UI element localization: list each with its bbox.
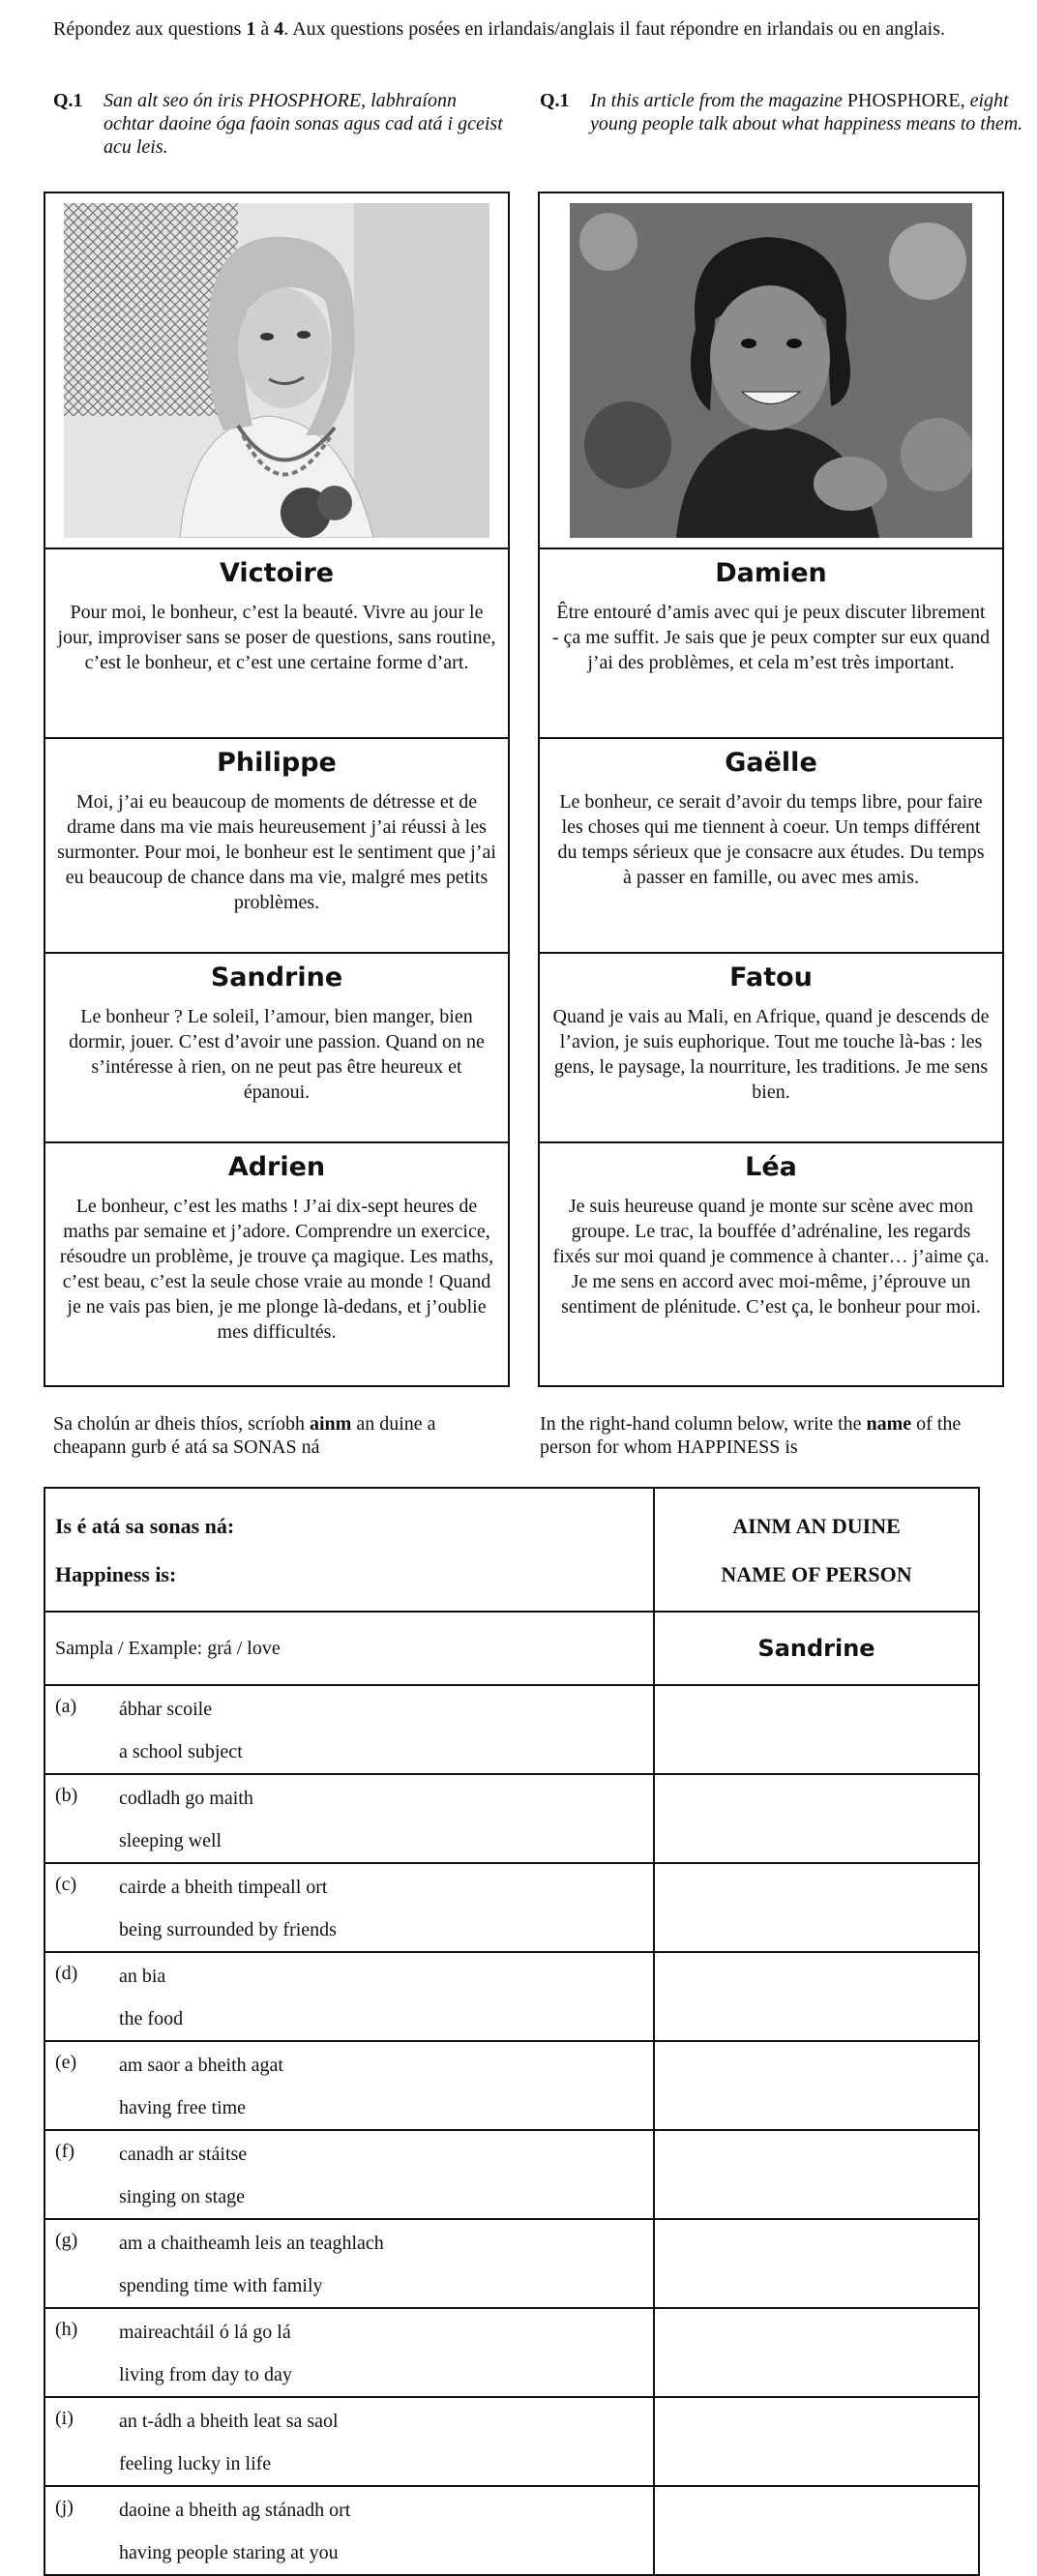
- prompt-cell: [44, 2308, 654, 2397]
- row-label: (j): [55, 2497, 74, 2518]
- answer-cell[interactable]: [654, 1952, 979, 2041]
- header-left-english: Happiness is:: [55, 1562, 177, 1586]
- answer-cell[interactable]: [654, 2397, 979, 2486]
- answer-cell[interactable]: [654, 1863, 979, 1952]
- prompt-irish: maireachtáil ó lá go lá: [119, 2322, 291, 2343]
- question-number: Q.1: [540, 90, 570, 111]
- entry-adrien: [45, 1143, 508, 1385]
- instructions-suffix: . Aux questions posées en irlandais/anglais il faut répondre en irlandais ou en anglais.: [283, 18, 946, 40]
- question-text-english: [590, 89, 1023, 135]
- prompt-irish: cairde a bheith timpeall ort: [119, 1877, 328, 1898]
- prompt-english: living from day to day: [119, 2364, 292, 2385]
- person-name: Damien: [715, 558, 827, 588]
- lead-english: [540, 1412, 1004, 1459]
- table-row: [44, 2041, 979, 2130]
- prompt-english: spending time with family: [119, 2275, 323, 2296]
- photo-damien: [540, 193, 1002, 549]
- question-text-a: In this article from the magazine: [590, 90, 847, 111]
- prompt-irish: an t-ádh a bheith leat sa saol: [119, 2411, 339, 2432]
- row-label: (a): [55, 1696, 77, 1717]
- row-label: (g): [55, 2230, 78, 2251]
- photo-victoire: [45, 193, 508, 549]
- row-label: (i): [55, 2408, 74, 2429]
- prompt-cell: [44, 2041, 654, 2130]
- table-row: [44, 1685, 979, 1774]
- answer-cell[interactable]: [654, 2130, 979, 2219]
- lead-irish-b: an duine a cheapann gurb é atá sa SONAS ná: [53, 1413, 436, 1458]
- prompt-english: the food: [119, 2008, 184, 2029]
- question-irish: [53, 89, 508, 159]
- answer-cell[interactable]: [654, 1774, 979, 1863]
- prompt-irish: canadh ar stáitse: [119, 2144, 248, 2165]
- prompt-cell: [44, 2130, 654, 2219]
- answer-table: [44, 1487, 980, 2576]
- row-label: (c): [55, 1874, 77, 1895]
- row-label: (d): [55, 1963, 78, 1984]
- instructions-q-start: 1: [246, 18, 256, 40]
- lead-irish-bold: ainm: [309, 1413, 352, 1435]
- lead-english-b: of the person for whom HAPPINESS is: [540, 1413, 962, 1458]
- portrait-girl-image: [64, 203, 489, 538]
- person-quote: Le bonheur, c’est les maths ! J’ai dix-sept heures de maths par semaine et j’adore. Comprendre un exercice, résoudre un problème, je trouve ça magique. Les maths, c’est beau, c’est la seule chose vraie au monde ! Quand je ne vais pas bien, je me plonge là-dedans, et j’oublie mes difficultés.: [59, 1196, 494, 1343]
- person-name: Gaëlle: [725, 748, 817, 778]
- person-quote: Moi, j’ai eu beaucoup de moments de détresse et de drame dans ma vie mais heureusement j’ai réussi à les surmonter. Pour moi, le bonheur est le sentiment que j’ai eu beaucoup de chance dans ma vie, malgré mes petits problèmes.: [57, 791, 496, 913]
- question-text-irish: San alt seo ón iris PHOSPHORE, labhraíonn ochtar daoine óga faoin sonas agus cad atá i gceist acu leis.: [104, 90, 503, 158]
- table-row: [44, 1863, 979, 1952]
- lead-english-a: In the right-hand column below, write the: [540, 1413, 867, 1435]
- person-name: Léa: [745, 1152, 797, 1182]
- prompt-cell: [44, 1774, 654, 1863]
- question-number: Q.1: [53, 90, 83, 111]
- question-text-b: eight young people talk about what happiness means to them.: [590, 90, 1023, 134]
- entry-victoire: [45, 549, 508, 739]
- person-quote: Le bonheur, ce serait d’avoir du temps libre, pour faire les choses qui me tiennent à coeur. Un temps différent du temps sérieux que je consacre aux études. Du temps à passer en famille, ou avec mes amis.: [557, 791, 985, 888]
- row-label: (h): [55, 2319, 78, 2340]
- prompt-cell: [44, 1863, 654, 1952]
- instructions-prefix: Répondez aux questions: [53, 18, 247, 40]
- prompt-english: singing on stage: [119, 2186, 245, 2207]
- entry-gaelle: [540, 739, 1002, 954]
- entry-sandrine: [45, 954, 508, 1143]
- answer-cell[interactable]: [654, 2041, 979, 2130]
- table-row: [44, 2397, 979, 2486]
- prompt-cell: [44, 2486, 654, 2575]
- example-answer: Sandrine: [654, 1612, 979, 1685]
- person-quote: Être entouré d’amis avec qui je peux discuter librement - ça me suffit. Je sais que je peux compter sur eux quand j’ai des problèmes, et cela m’est très important.: [551, 602, 991, 673]
- table-row: [44, 2130, 979, 2219]
- question-english: [540, 89, 1023, 135]
- prompt-english: being surrounded by friends: [119, 1919, 337, 1940]
- person-quote: Quand je vais au Mali, en Afrique, quand je descends de l’avion, je suis euphorique. Tout me touche là-bas : les gens, le paysage, la nourriture, les traditions. Je me sens bien.: [552, 1006, 990, 1103]
- answer-cell[interactable]: [654, 1685, 979, 1774]
- header-right: [654, 1488, 979, 1612]
- table-row: [44, 2219, 979, 2308]
- prompt-english: having free time: [119, 2097, 247, 2118]
- magazine-name: PHOSPHORE,: [846, 90, 965, 111]
- entry-philippe: [45, 739, 508, 954]
- prompt-irish: am saor a bheith agat: [119, 2055, 283, 2076]
- person-name: Sandrine: [210, 962, 343, 992]
- instructions: [53, 17, 982, 41]
- instructions-mid: à: [255, 18, 275, 40]
- prompt-irish: am a chaitheamh leis an teaghlach: [119, 2233, 384, 2254]
- prompt-irish: daoine a bheith ag stánadh ort: [119, 2500, 351, 2521]
- table-row: [44, 1952, 979, 2041]
- person-quote: Pour moi, le bonheur, c’est la beauté. Vivre au jour le jour, improviser sans se poser de questions, sans routine, c’est le bonheur, et c’est une certaine forme d’art.: [57, 602, 496, 673]
- person-name: Victoire: [219, 558, 335, 588]
- table-row: [44, 1774, 979, 1863]
- prompt-cell: [44, 1685, 654, 1774]
- prompt-cell: [44, 2397, 654, 2486]
- answer-cell[interactable]: [654, 2308, 979, 2397]
- instructions-q-end: 4: [274, 18, 284, 40]
- portrait-boy-image: [570, 203, 972, 538]
- left-column: [44, 192, 510, 1387]
- prompt-irish: codladh go maith: [119, 1788, 253, 1809]
- entry-damien: [540, 549, 1002, 739]
- prompt-english: feeling lucky in life: [119, 2453, 272, 2474]
- example-prompt: Sampla / Example: grá / love: [44, 1612, 654, 1685]
- header-left: [44, 1488, 654, 1612]
- prompt-cell: [44, 1952, 654, 2041]
- prompt-english: sleeping well: [119, 1830, 222, 1851]
- answer-cell[interactable]: [654, 2486, 979, 2575]
- answer-cell[interactable]: [654, 2219, 979, 2308]
- table-row: [44, 2308, 979, 2397]
- header-right-irish: AINM AN DUINE: [732, 1514, 901, 1538]
- row-label: (e): [55, 2052, 77, 2073]
- table-row: [44, 2486, 979, 2575]
- entry-fatou: [540, 954, 1002, 1143]
- person-name: Philippe: [217, 748, 337, 778]
- person-quote: Je suis heureuse quand je monte sur scène avec mon groupe. Le trac, la bouffée d’adrénaline, les regards fixés sur moi quand je commence à chanter… j’aime ça. Je me sens en accord avec moi-même, j’éprouve un sentiment de plénitude. C’est ça, le bonheur pour moi.: [552, 1196, 990, 1318]
- header-right-english: NAME OF PERSON: [721, 1562, 912, 1586]
- lead-english-bold: name: [866, 1413, 912, 1435]
- person-quote: Le bonheur ? Le soleil, l’amour, bien manger, bien dormir, jouer. C’est d’avoir une passion. Quand on ne s’intéresse à rien, on ne peut pas être heureux et épanoui.: [69, 1006, 485, 1103]
- header-left-irish: Is é atá sa sonas ná:: [55, 1514, 235, 1538]
- example-row: [44, 1612, 979, 1685]
- lead-irish-a: Sa cholún ar dheis thíos, scríobh: [53, 1413, 310, 1435]
- entry-lea: [540, 1143, 1002, 1385]
- prompt-english: having people staring at you: [119, 2542, 339, 2563]
- prompt-cell: [44, 2219, 654, 2308]
- person-name: Fatou: [729, 962, 813, 992]
- prompt-english: a school subject: [119, 1741, 243, 1762]
- person-name: Adrien: [227, 1152, 326, 1182]
- prompt-irish: ábhar scoile: [119, 1699, 213, 1720]
- table-header-row: [44, 1488, 979, 1612]
- prompt-irish: an bia: [119, 1966, 166, 1987]
- row-label: (b): [55, 1785, 78, 1806]
- lead-irish: [53, 1412, 508, 1459]
- row-label: (f): [55, 2141, 74, 2162]
- right-column: [538, 192, 1004, 1387]
